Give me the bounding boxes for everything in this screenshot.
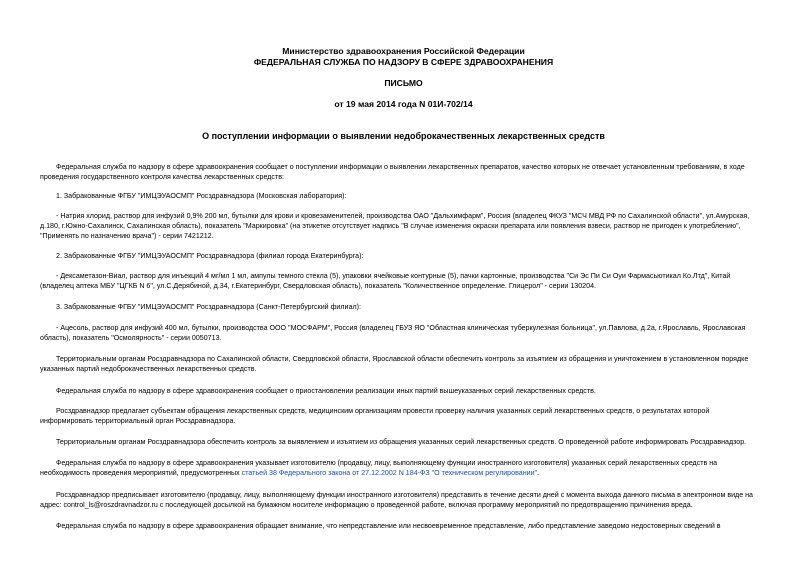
- text-line: - Ацесоль, раствор для инфузий 400 мл, бутылки, производства ООО "МОСФАРМ", Россия (владелец ГБУЗ ЯО "Областная клиническая туберкулезная больница", ул.Павлова, д.2а, г.Ярославль, Ярославская: [56, 324, 746, 332]
- service-name: ФЕДЕРАЛЬНАЯ СЛУЖБА ПО НАДЗОРУ В СФЕРЕ ЗДРАВООХРАНЕНИЯ: [253, 57, 554, 67]
- text-fragment: необходимость проведения мероприятий, предусмотренных: [40, 469, 242, 478]
- paragraph-item1-body: [40, 211, 767, 242]
- paragraph-territorial-withdrawal: [40, 437, 767, 447]
- text-line: Федеральная служба по надзору в сфере здравоохранения указывает изготовителю (продавцу, лицу, выполняющему функции иностранного изготовителя) указанных серий лекарственных средств на: [56, 459, 718, 467]
- text-line: проведения государственного контроля качества лекарственных средств:: [40, 173, 284, 182]
- paragraph-item3-body: [40, 323, 767, 343]
- text-line: указанных партий недоброкачественных лекарственных средств.: [40, 365, 257, 374]
- paragraph-manufacturer: [40, 458, 767, 478]
- paragraph-item1-head: [40, 191, 767, 201]
- text-line: Росздравнадзор предлагает субъектам обращения лекарственных средств, медицинским организациям провести проверку наличия указанных серий лекарственных средств, о результатах которой: [56, 407, 710, 415]
- paragraph-territorial-control: [40, 354, 767, 374]
- document-type: ПИСЬМО: [384, 78, 423, 88]
- text-line: Федеральная служба по надзору в сфере здравоохранения сообщает о поступлении информации о выявлении лекарственных препаратов, качество которых не отвечает установленным требованиям, в ходе: [56, 163, 745, 171]
- text-line: - Дексаметазон-Виал, раствор для инъекций 4 мг/мл 1 мл, ампулы темного стекла (5), упаковки ячейковые контурные (5), пачки картонные, производства "Си Эс Пи Си Оуи Фармасьютикал Ко.Лтд", Китай: [56, 272, 731, 280]
- document-title: О поступлении информации о выявлении недоброкачественных лекарственных средств: [202, 131, 605, 141]
- text-line: Росздравнадзор предписывает изготовителю (продавцу, лицу, выполняющему функции иностранного изготовителя) представить в течение десяти дней с момента выхода данного письма в электронном виде на: [56, 491, 753, 499]
- text-line: (владелец аптека МБУ "ЦГКБ N 6", ул.С.Дерябиной, д.34, г.Екатеринбург, Свердловская область), показатель "Количественное определение. Глицерол" - серии 130204.: [40, 282, 596, 291]
- text-line: 3. Забракованные ФГБУ "ИМЦЭУАОСМП" Росздравнадзора (Санкт-Петербургский филиал):: [56, 303, 361, 311]
- text-line: д.180, г.Южно-Сахалинск, Сахалинская область), показатель "Маркировка" (на этикетке отсутствует надпись "В случае изменения окраски препарата или появления взвеси, раствор не пригоден к употреблению",: [40, 222, 741, 231]
- paragraph-item2-head: [40, 251, 767, 261]
- text-line: [40, 468, 767, 478]
- paragraph-proposal: [40, 406, 767, 426]
- paragraph-attention: [40, 521, 767, 531]
- ministry-name: Министерство здравоохранения Российской Федерации: [282, 46, 525, 56]
- law-article-link[interactable]: статьей 38 Федерального закона от 27.12.2002 N 184-ФЗ "О техническом регулировании": [241, 469, 538, 478]
- text-fragment: .: [537, 469, 540, 478]
- paragraph-item2-body: [40, 271, 767, 291]
- text-line: адрес: control_ls@roszdravnadzor.ru с последующей досылкой на бумажном носителе информацию о проведенной работе, включая программу мероприятий по предотвращению причинения вреда.: [40, 501, 693, 510]
- text-line: - Натрия хлорид, раствор для инфузий 0,9% 200 мл, бутылки для крови и кровезаменителей, производства ОАО "Дальхимфарм", Россия (владелец ФКУЗ "МСЧ МВД РФ по Сахалинской области", ул.Амурская,: [56, 212, 750, 220]
- text-line: 1. Забракованные ФГБУ "ИМЦЭУАОСМП" Росздравнадзора (Московская лаборатория):: [56, 192, 347, 200]
- paragraph-prescription: [40, 490, 767, 510]
- paragraph-intro: [40, 162, 767, 182]
- text-line: область), показатель "Осмолярность" - серии 0050713.: [40, 334, 222, 343]
- text-line: Федеральная служба по надзору в сфере здравоохранения сообщает о приостановлении реализации иных партий вышеуказанных серий лекарственных средств.: [56, 387, 596, 395]
- text-line: информировать территориальный орган Росздравнадзора.: [40, 417, 236, 426]
- text-line: Территориальным органам Росздравнадзора по Сахалинской области, Свердловской области, Ярославской области обеспечить контроль за изъятием из обращения и уничтожением в установленном порядке: [56, 355, 749, 363]
- document-date-number: от 19 мая 2014 года N 01И-702/14: [334, 99, 473, 109]
- paragraph-item3-head: [40, 302, 767, 312]
- text-line: Территориальным органам Росздравнадзора обеспечить контроль за выявлением и изъятием из обращения указанных серий лекарственных средств. О проведенной работе информировать Росздравнадзор.: [56, 438, 747, 446]
- paragraph-suspension: [40, 386, 767, 396]
- text-line: "Применять по назначению врача") - серии 7421212.: [40, 232, 214, 241]
- text-line: Федеральная служба по надзору в сфере здравоохранения обращает внимание, что непредставление или несвоевременное представление, либо представление заведомо недостоверных сведений в: [56, 522, 721, 530]
- text-line: 2. Забракованные ФГБУ "ИМЦЭУАОСМП" Росздравнадзора (филиал города Екатеринбурга):: [56, 252, 364, 260]
